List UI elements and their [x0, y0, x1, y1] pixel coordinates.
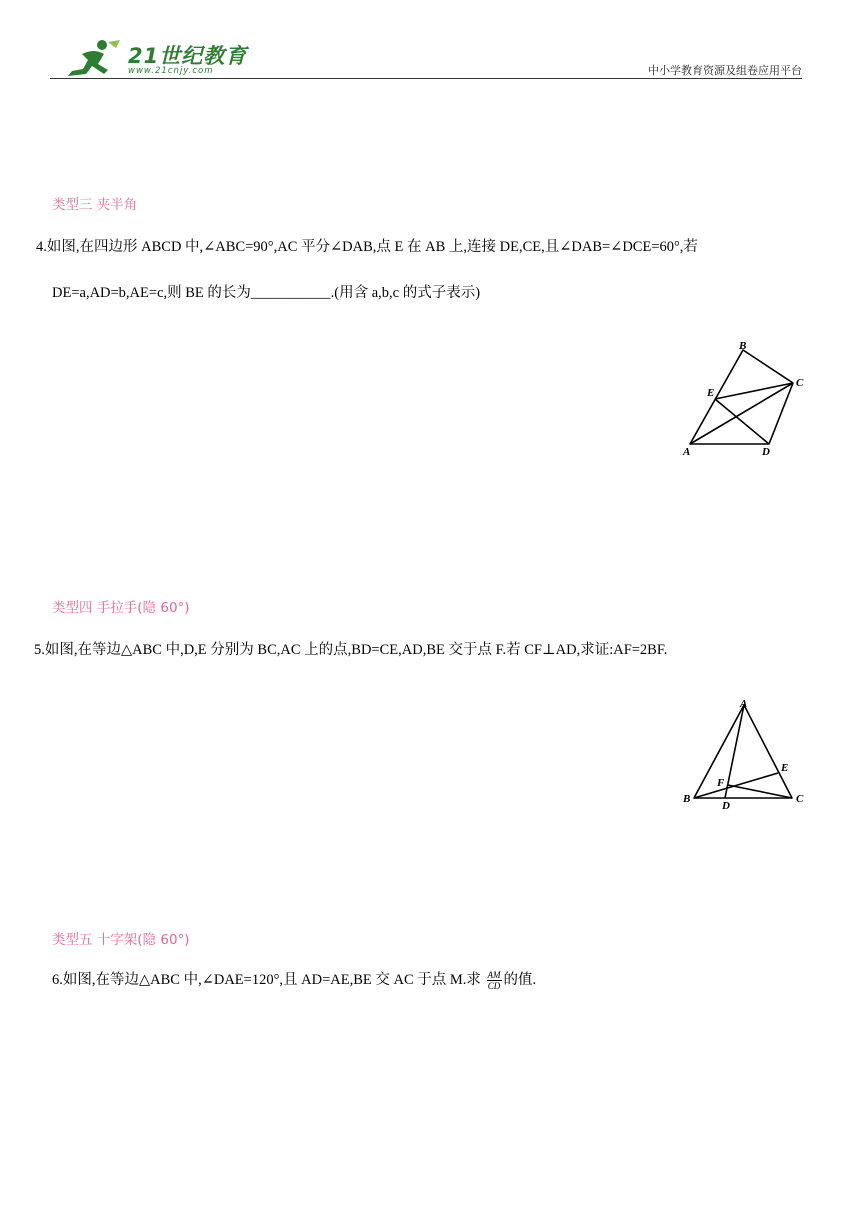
- label-f: F: [717, 777, 725, 789]
- label-a: A: [683, 446, 691, 458]
- section-title-type4: 类型四 手拉手(隐 60°): [52, 600, 190, 616]
- problem-6: [52, 970, 536, 991]
- logo-text: 21世纪教育: [128, 44, 248, 68]
- section-title-type5: 类型五 十字架(隐 60°): [52, 932, 190, 948]
- problem-4-line2: DE=a,AD=b,AE=c,则 BE 的长为___________.(用含 a,b,c 的式子表示): [52, 285, 481, 301]
- label-e: E: [781, 762, 789, 774]
- runner-logo-icon: [64, 38, 124, 80]
- label-c: C: [796, 793, 804, 805]
- header-divider: [50, 78, 802, 79]
- label-a: A: [740, 698, 748, 710]
- problem-6-prefix: 6.如图,在等边△ABC 中,∠DAE=120°,且 AD=AE,BE 交 AC 于点 M.求: [52, 972, 485, 988]
- label-d: D: [762, 446, 770, 458]
- problem-6-suffix: 的值.: [503, 972, 537, 988]
- figure-equilateral-triangle: [680, 695, 810, 815]
- platform-name: 中小学教育资源及组卷应用平台: [648, 64, 802, 77]
- problem-5: 5.如图,在等边△ABC 中,D,E 分别为 BC,AC 上的点,BD=CE,AD,BE 交于点 F.若 CF⊥AD,求证:AF=2BF.: [34, 642, 668, 658]
- fraction-am-cd: [487, 970, 502, 991]
- page-header: [50, 34, 802, 80]
- label-d: D: [722, 800, 730, 812]
- label-b: B: [683, 793, 691, 805]
- problem-4-line1: 4.如图,在四边形 ABCD 中,∠ABC=90°,AC 平分∠DAB,点 E 在 AB 上,连接 DE,CE,且∠DAB=∠DCE=60°,若: [36, 239, 698, 255]
- logo-url: www.21cnjy.com: [128, 66, 214, 76]
- fraction-denominator: CD: [487, 981, 501, 992]
- logo: [64, 38, 248, 80]
- label-e: E: [707, 387, 715, 399]
- section-title-type3: 类型三 夹半角: [52, 197, 138, 213]
- figure-quadrilateral: [680, 340, 810, 460]
- label-b: B: [739, 340, 747, 352]
- label-c: C: [796, 377, 804, 389]
- fraction-numerator: AM: [487, 970, 501, 981]
